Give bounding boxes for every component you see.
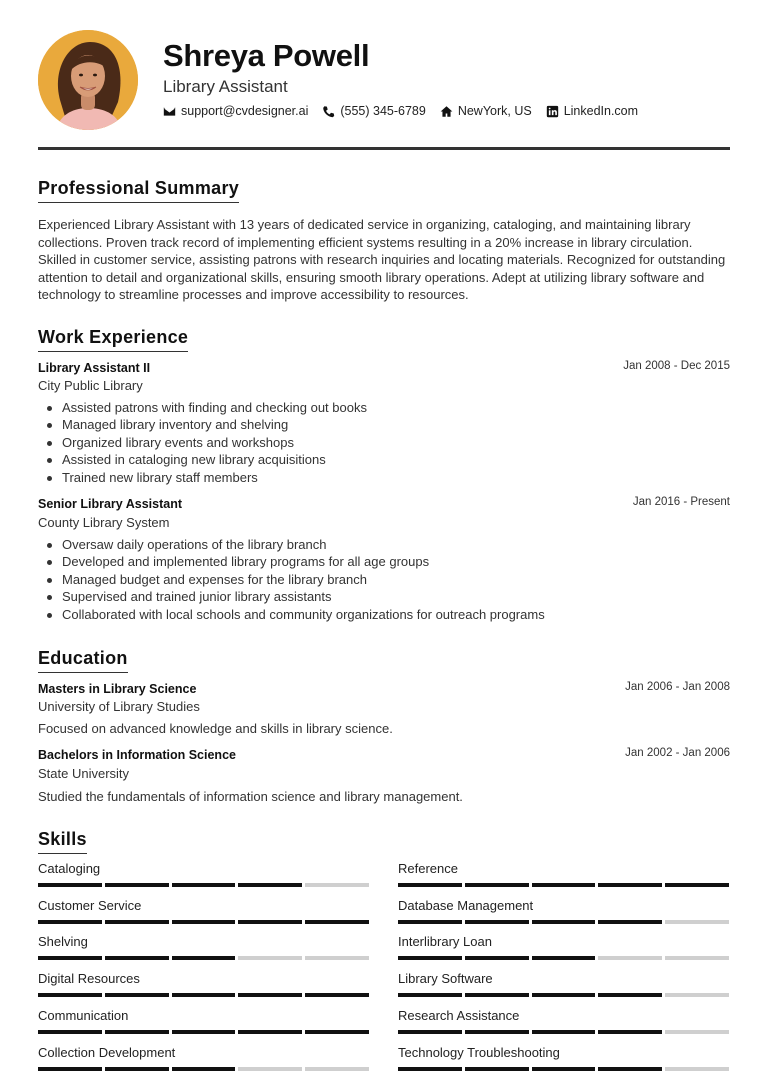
profile-photo-illustration <box>38 30 138 130</box>
degree-description: Studied the fundamentals of information science and library management. <box>38 789 463 804</box>
section-title-summary: Professional Summary <box>38 178 239 203</box>
job-bullets <box>62 399 367 486</box>
skill-segment-filled <box>598 1030 662 1034</box>
skill-segment-empty <box>665 920 729 924</box>
skill-segment-filled <box>398 1067 462 1071</box>
skill-item <box>38 971 369 989</box>
skill-segment-filled <box>172 883 236 887</box>
candidate-name: Shreya Powell <box>163 38 370 73</box>
skill-segment-filled <box>38 1030 102 1034</box>
degree-title: Bachelors in Information Science <box>38 748 236 762</box>
skill-item <box>398 1008 729 1026</box>
skill-segment-empty <box>305 883 369 887</box>
degree-date: Jan 2006 - Jan 2008 <box>625 681 730 693</box>
list-item: Assisted in cataloging new library acquisitions <box>62 451 367 468</box>
section-title-experience: Work Experience <box>38 327 188 352</box>
profile-photo <box>38 30 138 130</box>
job-date: Jan 2016 - Present <box>632 496 730 508</box>
contact-location <box>440 104 532 118</box>
skill-name: Library Software <box>398 971 493 987</box>
list-item: Collaborated with local schools and community organizations for outreach programs <box>62 606 545 622</box>
skill-item <box>38 1045 369 1063</box>
skill-segment-filled <box>598 993 662 997</box>
section-title-education: Education <box>38 648 128 673</box>
skill-item <box>38 934 369 952</box>
contact-email-text: support@cvdesigner.ai <box>181 104 309 118</box>
skill-level-bar <box>398 1067 729 1071</box>
skill-name: Reference <box>398 861 458 876</box>
degree-title: Masters in Library Science <box>38 682 197 696</box>
skill-segment-filled <box>465 920 529 924</box>
contact-row <box>163 104 638 118</box>
contact-email[interactable] <box>163 104 308 118</box>
skill-segment-filled <box>105 883 169 887</box>
skill-level-bar <box>398 883 729 887</box>
skill-segment-filled <box>598 883 662 887</box>
job-title: Senior Library Assistant <box>38 497 183 511</box>
skill-segment-filled <box>398 956 462 960</box>
list-item: Managed budget and expenses for the library branch <box>62 571 545 588</box>
skill-segment-filled <box>465 883 529 887</box>
skill-level-bar <box>38 883 369 887</box>
skill-level-bar <box>38 993 369 997</box>
skill-segment-filled <box>532 956 596 960</box>
skill-segment-empty <box>665 956 729 960</box>
skill-segment-empty <box>305 956 369 960</box>
list-item: Assisted patrons with finding and checking out books <box>62 400 367 415</box>
skill-segment-filled <box>532 1067 596 1071</box>
degree-description: Focused on advanced knowledge and skills in library science. <box>38 721 393 736</box>
skill-level-bar <box>398 956 729 960</box>
skill-level-bar <box>38 920 369 924</box>
contact-location-text: NewYork, US <box>457 104 532 118</box>
skill-segment-filled <box>105 956 169 960</box>
skill-segment-empty <box>665 1030 729 1034</box>
summary-text: Experienced Library Assistant with 13 years of dedicated service in organizing, cataloging, and maintaining library collections. Proven track record of implementing efficient systems resulting in a 20% increase in library circulation. Skilled in customer service, assisting patrons with research inquiries and locating materials. Recognized for outstanding attention to detail and organizational skills, ensuring smooth library operations. Adept at utilizing library software and technology to streamline processes and improve accessibility to resources. <box>38 217 726 303</box>
skill-segment-filled <box>398 1030 462 1034</box>
school-name: University of Library Studies <box>38 699 200 714</box>
contact-phone[interactable] <box>322 104 425 118</box>
skill-name: Collection Development <box>38 1044 176 1060</box>
contact-linkedin-text: LinkedIn.com <box>563 104 639 118</box>
skill-segment-empty <box>665 993 729 997</box>
skill-segment-filled <box>238 1030 302 1034</box>
skill-name: Shelving <box>38 934 88 950</box>
job-org: City Public Library <box>38 378 143 393</box>
skill-segment-filled <box>305 920 369 924</box>
skill-segment-filled <box>38 993 102 997</box>
skill-item <box>398 861 729 879</box>
skill-level-bar <box>398 920 729 924</box>
skill-level-bar <box>38 956 369 960</box>
skill-item <box>398 1045 729 1063</box>
skill-name: Research Assistance <box>398 1007 520 1023</box>
list-item: Supervised and trained junior library assistants <box>62 588 545 605</box>
job-bullets <box>62 536 545 623</box>
skill-segment-filled <box>238 883 302 887</box>
skill-item <box>398 934 729 952</box>
skill-segment-filled <box>398 993 462 997</box>
skill-segment-filled <box>532 993 596 997</box>
skill-segment-empty <box>665 1067 729 1071</box>
skill-level-bar <box>38 1067 369 1071</box>
skill-segment-empty <box>305 1067 369 1071</box>
skill-segment-filled <box>105 1067 169 1071</box>
skill-segment-filled <box>172 920 236 924</box>
skill-item <box>398 898 729 916</box>
skill-name: Technology Troubleshooting <box>398 1044 560 1060</box>
skill-segment-filled <box>305 1030 369 1034</box>
linkedin-icon <box>546 105 559 118</box>
skill-segment-filled <box>598 1067 662 1071</box>
skill-segment-filled <box>172 1030 236 1034</box>
skill-segment-filled <box>238 920 302 924</box>
skill-segment-filled <box>532 1030 596 1034</box>
header-divider <box>38 147 730 150</box>
skill-segment-filled <box>172 956 236 960</box>
list-item: Organized library events and workshops <box>62 434 367 451</box>
resume-header <box>38 30 730 130</box>
job-title: Library Assistant II <box>38 361 151 375</box>
skill-level-bar <box>398 993 729 997</box>
skill-name: Cataloging <box>38 861 101 876</box>
skill-segment-filled <box>465 1067 529 1071</box>
skill-segment-filled <box>305 993 369 997</box>
skill-segment-empty <box>238 1067 302 1071</box>
home-icon <box>440 105 453 118</box>
skill-segment-filled <box>38 883 102 887</box>
section-title-skills: Skills <box>38 829 87 854</box>
skill-segment-empty <box>598 956 662 960</box>
skill-segment-filled <box>465 956 529 960</box>
skill-name: Interlibrary Loan <box>398 934 492 950</box>
skill-segment-filled <box>38 1067 102 1071</box>
skill-segment-filled <box>465 993 529 997</box>
skill-level-bar <box>398 1030 729 1034</box>
skill-segment-filled <box>172 1067 236 1071</box>
candidate-role: Library Assistant <box>163 77 288 96</box>
skill-name: Communication <box>38 1007 129 1023</box>
skill-name: Database Management <box>398 897 534 913</box>
list-item: Developed and implemented library programs for all age groups <box>62 553 545 570</box>
skill-name: Digital Resources <box>38 971 140 987</box>
list-item: Managed library inventory and shelving <box>62 416 367 433</box>
job-date: Jan 2008 - Dec 2015 <box>623 360 730 372</box>
phone-icon <box>322 105 335 118</box>
skill-segment-filled <box>465 1030 529 1034</box>
skill-segment-filled <box>665 883 729 887</box>
skill-item <box>38 1008 369 1026</box>
school-name: State University <box>38 766 130 781</box>
skill-name: Customer Service <box>38 897 142 913</box>
skill-segment-filled <box>398 920 462 924</box>
skill-segment-filled <box>105 993 169 997</box>
contact-linkedin[interactable] <box>546 104 638 118</box>
skill-segment-filled <box>598 920 662 924</box>
job-org: County Library System <box>38 515 170 530</box>
skill-segment-filled <box>105 1030 169 1034</box>
skill-segment-empty <box>238 956 302 960</box>
skill-item <box>38 898 369 916</box>
skill-segment-filled <box>532 883 596 887</box>
contact-phone-text: (555) 345-6789 <box>340 104 426 118</box>
skill-segment-filled <box>532 920 596 924</box>
list-item: Oversaw daily operations of the library branch <box>62 536 545 553</box>
skill-level-bar <box>38 1030 369 1034</box>
skill-segment-filled <box>238 993 302 997</box>
envelope-icon <box>163 105 176 118</box>
skill-segment-filled <box>38 920 102 924</box>
skill-segment-filled <box>38 956 102 960</box>
skill-segment-filled <box>105 920 169 924</box>
skill-item <box>398 971 729 989</box>
skill-item <box>38 861 369 879</box>
skill-segment-filled <box>398 883 462 887</box>
list-item: Trained new library staff members <box>62 469 367 486</box>
skill-segment-filled <box>172 993 236 997</box>
degree-date: Jan 2002 - Jan 2006 <box>625 747 730 759</box>
